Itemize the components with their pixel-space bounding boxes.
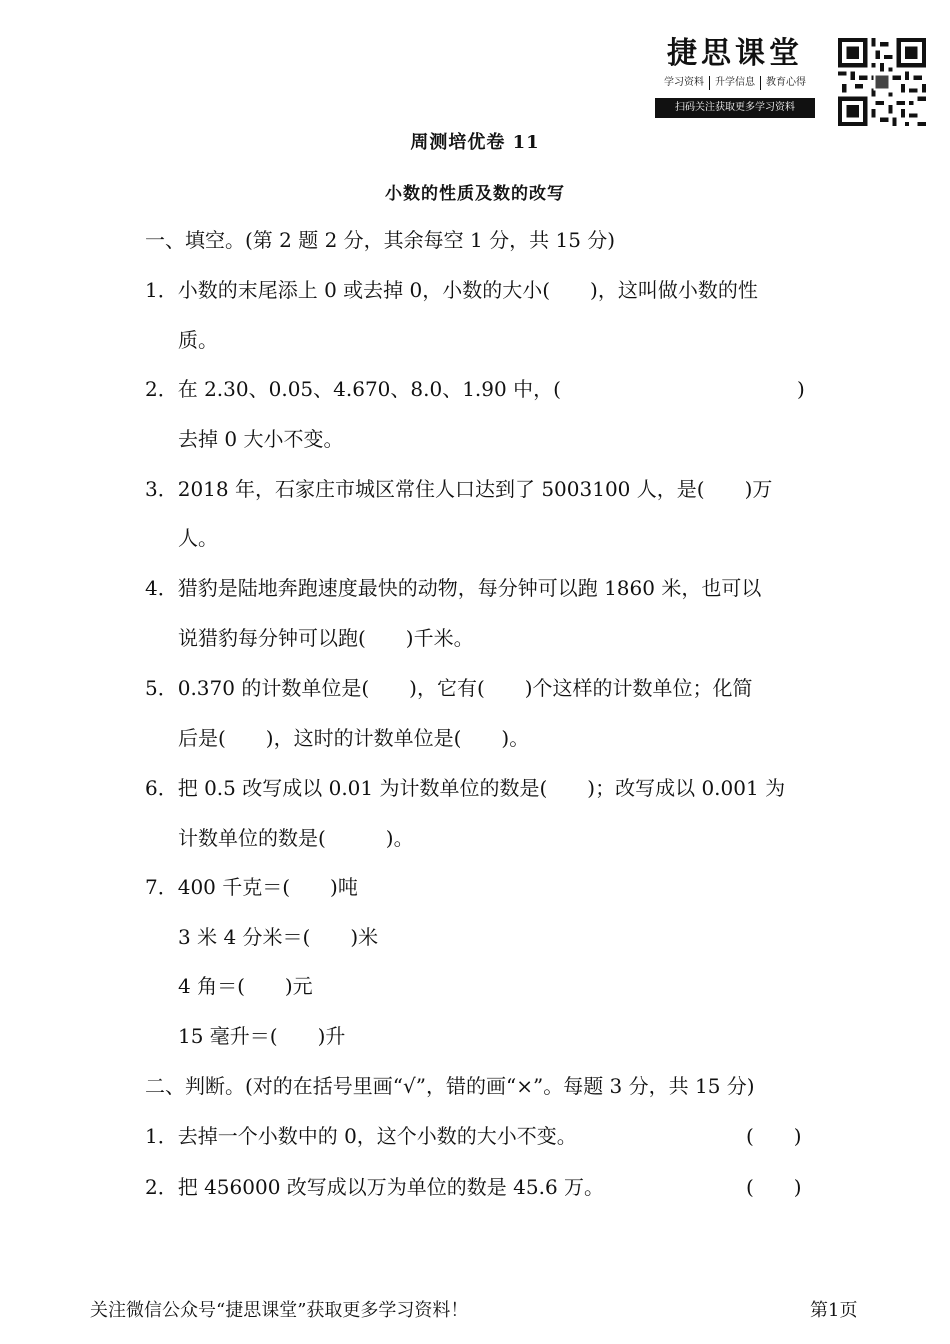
question-1-line-1: 1．小数的末尾添上 0 或去掉 0，小数的大小( )，这叫做小数的性 xyxy=(145,278,758,302)
brand-block xyxy=(655,34,815,118)
question-6-line-2: 计数单位的数是( )。 xyxy=(178,826,414,850)
page-title: 周测培优卷 11 xyxy=(410,132,540,153)
brand-tags xyxy=(655,76,815,90)
brand-tag: 升学信息 xyxy=(710,76,761,90)
page-number: 第1页 xyxy=(810,1300,858,1321)
brand-tag: 学习资料 xyxy=(659,76,710,90)
question-7-line-4: 15 毫升＝( )升 xyxy=(178,1024,346,1048)
question-3-line-2: 人。 xyxy=(178,526,218,550)
question-2-answer-close: ) xyxy=(797,377,805,401)
question-7-line-3: 4 角＝( )元 xyxy=(178,974,313,998)
brand-name: 捷思课堂 xyxy=(667,36,803,71)
question-2-line-2: 去掉 0 大小不变。 xyxy=(178,427,344,451)
question-7-line-2: 3 米 4 分米＝( )米 xyxy=(178,925,379,949)
qr-code-icon xyxy=(838,38,926,126)
judge-question-1: 1．去掉一个小数中的 0，这个小数的大小不变。 xyxy=(145,1124,577,1148)
brand-tag: 教育心得 xyxy=(766,77,806,88)
question-4-line-1: 4．猎豹是陆地奔跑速度最快的动物，每分钟可以跑 1860 米，也可以 xyxy=(145,576,762,600)
brand-strip: 扫码关注获取更多学习资料 xyxy=(655,98,815,118)
section1-heading: 一、填空。(第 2 题 2 分，其余每空 1 分，共 15 分) xyxy=(145,228,616,252)
question-5-line-2: 后是( )，这时的计数单位是( )。 xyxy=(178,726,530,750)
question-5-line-1: 5．0.370 的计数单位是( )，它有( )个这样的计数单位；化简 xyxy=(145,676,753,700)
question-7-line-1: 7．400 千克＝( )吨 xyxy=(145,875,358,899)
question-6-line-1: 6．把 0.5 改写成以 0.01 为计数单位的数是( )；改写成以 0.001 为 xyxy=(145,776,786,800)
judge-answer-bracket-1[interactable]: ( ) xyxy=(746,1124,802,1148)
question-4-line-2: 说猎豹每分钟可以跑( )千米。 xyxy=(178,626,474,650)
judge-answer-bracket-2[interactable]: ( ) xyxy=(746,1175,802,1199)
question-3-line-1: 3．2018 年，石家庄市城区常住人口达到了 5003100 人，是( )万 xyxy=(145,477,773,501)
question-2-line-1: 2．在 2.30、0.05、4.670、8.0、1.90 中，( xyxy=(145,377,561,401)
question-1-line-2: 质。 xyxy=(178,328,218,352)
footer-note: 关注微信公众号“捷思课堂”获取更多学习资料！ xyxy=(90,1300,469,1321)
section2-heading: 二、判断。(对的在括号里画“√”，错的画“×”。每题 3 分，共 15 分) xyxy=(145,1074,755,1098)
judge-question-2: 2．把 456000 改写成以万为单位的数是 45.6 万。 xyxy=(145,1175,605,1199)
page-subtitle: 小数的性质及数的改写 xyxy=(385,184,565,204)
